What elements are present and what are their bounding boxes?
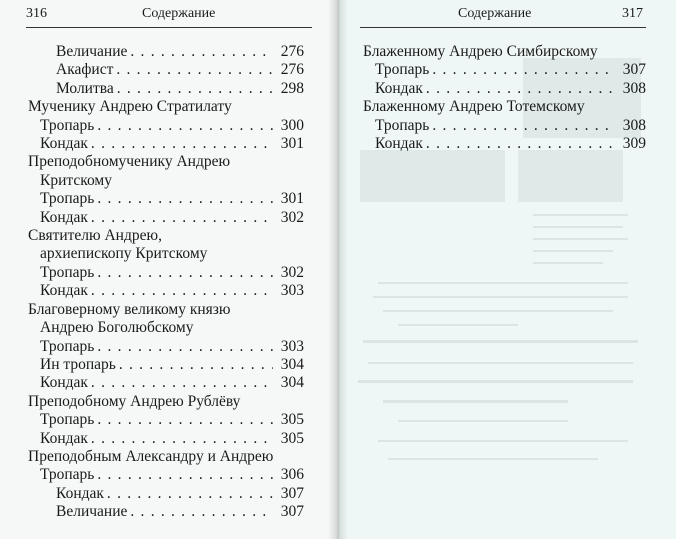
toc-page-number: 301 [280, 135, 304, 153]
show-through-text [383, 400, 568, 403]
dot-leader [130, 43, 273, 61]
toc-entry-title: Величание [56, 503, 128, 521]
toc-entry [363, 61, 646, 79]
dot-leader [117, 80, 273, 98]
toc-heading [28, 301, 304, 338]
toc-section [28, 227, 304, 301]
dot-leader [119, 356, 273, 374]
show-through-text [388, 458, 598, 460]
toc-entry [28, 374, 304, 392]
show-through-text [363, 340, 638, 343]
toc-entry-title: Тропарь [40, 411, 95, 429]
dot-leader [97, 411, 273, 429]
toc-entry-title: Кондак [40, 282, 88, 300]
show-through-image [360, 150, 505, 202]
toc-entry [28, 466, 304, 484]
header-rule [26, 27, 312, 28]
header-rule [360, 27, 646, 28]
toc-entry [28, 338, 304, 356]
toc-entry-title: Ин тропарь [40, 355, 116, 373]
toc-entry [28, 430, 304, 448]
toc-entry-title: Тропарь [40, 466, 95, 484]
dot-leader [91, 135, 273, 153]
toc-entry [363, 80, 646, 98]
show-through-text [378, 282, 628, 284]
running-title: Содержание [458, 6, 532, 21]
book-gutter [328, 0, 348, 539]
toc-entry [28, 282, 304, 300]
show-through-text [398, 420, 568, 422]
toc-entry-title: Тропарь [40, 116, 95, 134]
toc-entry [28, 264, 304, 282]
toc-entry-title: Кондак [40, 135, 88, 153]
toc-list [363, 43, 646, 153]
toc-entry [28, 503, 304, 521]
dot-leader [432, 61, 615, 79]
toc-heading-line: Преподобному Андрею Рублёву [28, 392, 241, 410]
toc-heading-line: Блаженному Андрею Тотемскому [363, 98, 585, 116]
dot-leader [130, 503, 273, 521]
toc-entry-title: Кондак [40, 208, 88, 226]
toc-entry [28, 356, 304, 374]
toc-entry-title: Кондак [40, 429, 88, 447]
dot-leader [91, 430, 273, 448]
show-through-text [533, 226, 623, 228]
show-through-text [378, 440, 628, 442]
toc-section [28, 448, 304, 522]
toc-entry-title: Кондак [375, 79, 423, 97]
show-through-text [373, 296, 628, 298]
toc-entry [363, 117, 646, 135]
toc-page-number: 302 [280, 263, 304, 281]
toc-heading-line: Святителю Андрею, [28, 227, 162, 245]
show-through-text [533, 250, 613, 252]
toc-entry-title: Кондак [56, 484, 104, 502]
dot-leader [432, 117, 615, 135]
toc-heading-line: Мученику Андрею Стратилату [28, 98, 232, 116]
toc-page-number: 307 [280, 503, 304, 521]
toc-page-number: 307 [280, 484, 304, 502]
page-number: 316 [26, 6, 47, 21]
show-through-text [533, 262, 603, 264]
toc-entry-title: Кондак [40, 374, 88, 392]
toc-page-number: 303 [280, 282, 304, 300]
toc-entry [28, 411, 304, 429]
dot-leader [97, 466, 273, 484]
toc-section [363, 98, 646, 153]
toc-heading [28, 153, 304, 190]
toc-page-number: 305 [280, 411, 304, 429]
toc-entry [28, 61, 304, 79]
dot-leader [426, 80, 615, 98]
toc-page-number: 307 [622, 61, 646, 79]
toc-page-number: 304 [280, 355, 304, 373]
toc-page-number: 302 [280, 208, 304, 226]
toc-heading-line: архиепископу Критскому [40, 245, 208, 263]
dot-leader [107, 485, 273, 503]
show-through-text [358, 380, 633, 383]
toc-section [363, 43, 646, 98]
running-title: Содержание [142, 6, 216, 21]
page-number: 317 [622, 6, 643, 21]
right-page [338, 0, 676, 539]
show-through-image [518, 150, 623, 202]
toc-heading-line: Благоверному великому князю [28, 300, 231, 318]
show-through-text [398, 324, 518, 326]
toc-page-number: 308 [622, 116, 646, 134]
dot-leader [426, 135, 615, 153]
toc-heading-line: Блаженному Андрею Симбирскому [363, 43, 598, 60]
toc-page-number: 306 [280, 466, 304, 484]
toc-section [28, 43, 304, 98]
toc-entry-title: Тропарь [40, 337, 95, 355]
toc-heading [28, 227, 304, 264]
toc-entry-title: Кондак [375, 135, 423, 153]
toc-page-number: 304 [280, 374, 304, 392]
toc-heading [363, 98, 646, 116]
toc-entry [28, 135, 304, 153]
toc-entry-title: Тропарь [375, 116, 430, 134]
show-through-text [533, 238, 628, 240]
dot-leader [97, 338, 273, 356]
toc-heading-line: Андрею Боголюбскому [40, 319, 194, 337]
dot-leader [97, 117, 273, 135]
toc-heading [28, 98, 304, 116]
dot-leader [91, 374, 273, 392]
toc-entry-title: Тропарь [40, 263, 95, 281]
toc-section [28, 153, 304, 227]
toc-page-number: 300 [280, 116, 304, 134]
toc-entry [363, 135, 646, 153]
toc-entry-title: Молитва [56, 79, 114, 97]
toc-entry [28, 485, 304, 503]
toc-section [28, 98, 304, 153]
toc-page-number: 309 [622, 135, 646, 153]
show-through-text [368, 362, 633, 364]
show-through-text [383, 310, 613, 312]
toc-entry [28, 209, 304, 227]
toc-heading [28, 393, 304, 411]
toc-page-number: 276 [280, 43, 304, 60]
toc-entry-title: Тропарь [375, 61, 430, 79]
toc-heading-line: Критскому [40, 171, 112, 189]
dot-leader [116, 61, 273, 79]
toc-page-number: 298 [280, 79, 304, 97]
toc-entry-title: Акафист [56, 61, 114, 79]
toc-page-number: 305 [280, 429, 304, 447]
toc-entry [28, 190, 304, 208]
toc-page-number: 301 [280, 190, 304, 208]
dot-leader [91, 209, 273, 227]
toc-page-number: 276 [280, 61, 304, 79]
toc-section [28, 301, 304, 393]
show-through-text [533, 214, 628, 216]
toc-heading [28, 448, 304, 466]
toc-entry-title: Тропарь [40, 190, 95, 208]
toc-list [28, 43, 304, 522]
toc-heading [363, 43, 646, 61]
dot-leader [97, 264, 273, 282]
toc-entry [28, 117, 304, 135]
toc-page-number: 303 [280, 337, 304, 355]
toc-heading-line: Преподобным Александру и Андрею [28, 447, 274, 465]
toc-page-number: 308 [622, 79, 646, 97]
dot-leader [97, 190, 273, 208]
toc-entry [28, 80, 304, 98]
dot-leader [91, 282, 273, 300]
toc-entry-title: Величание [56, 43, 128, 60]
toc-section [28, 393, 304, 448]
toc-heading-line: Преподобномученику Андрею [28, 153, 231, 171]
toc-entry [28, 43, 304, 61]
